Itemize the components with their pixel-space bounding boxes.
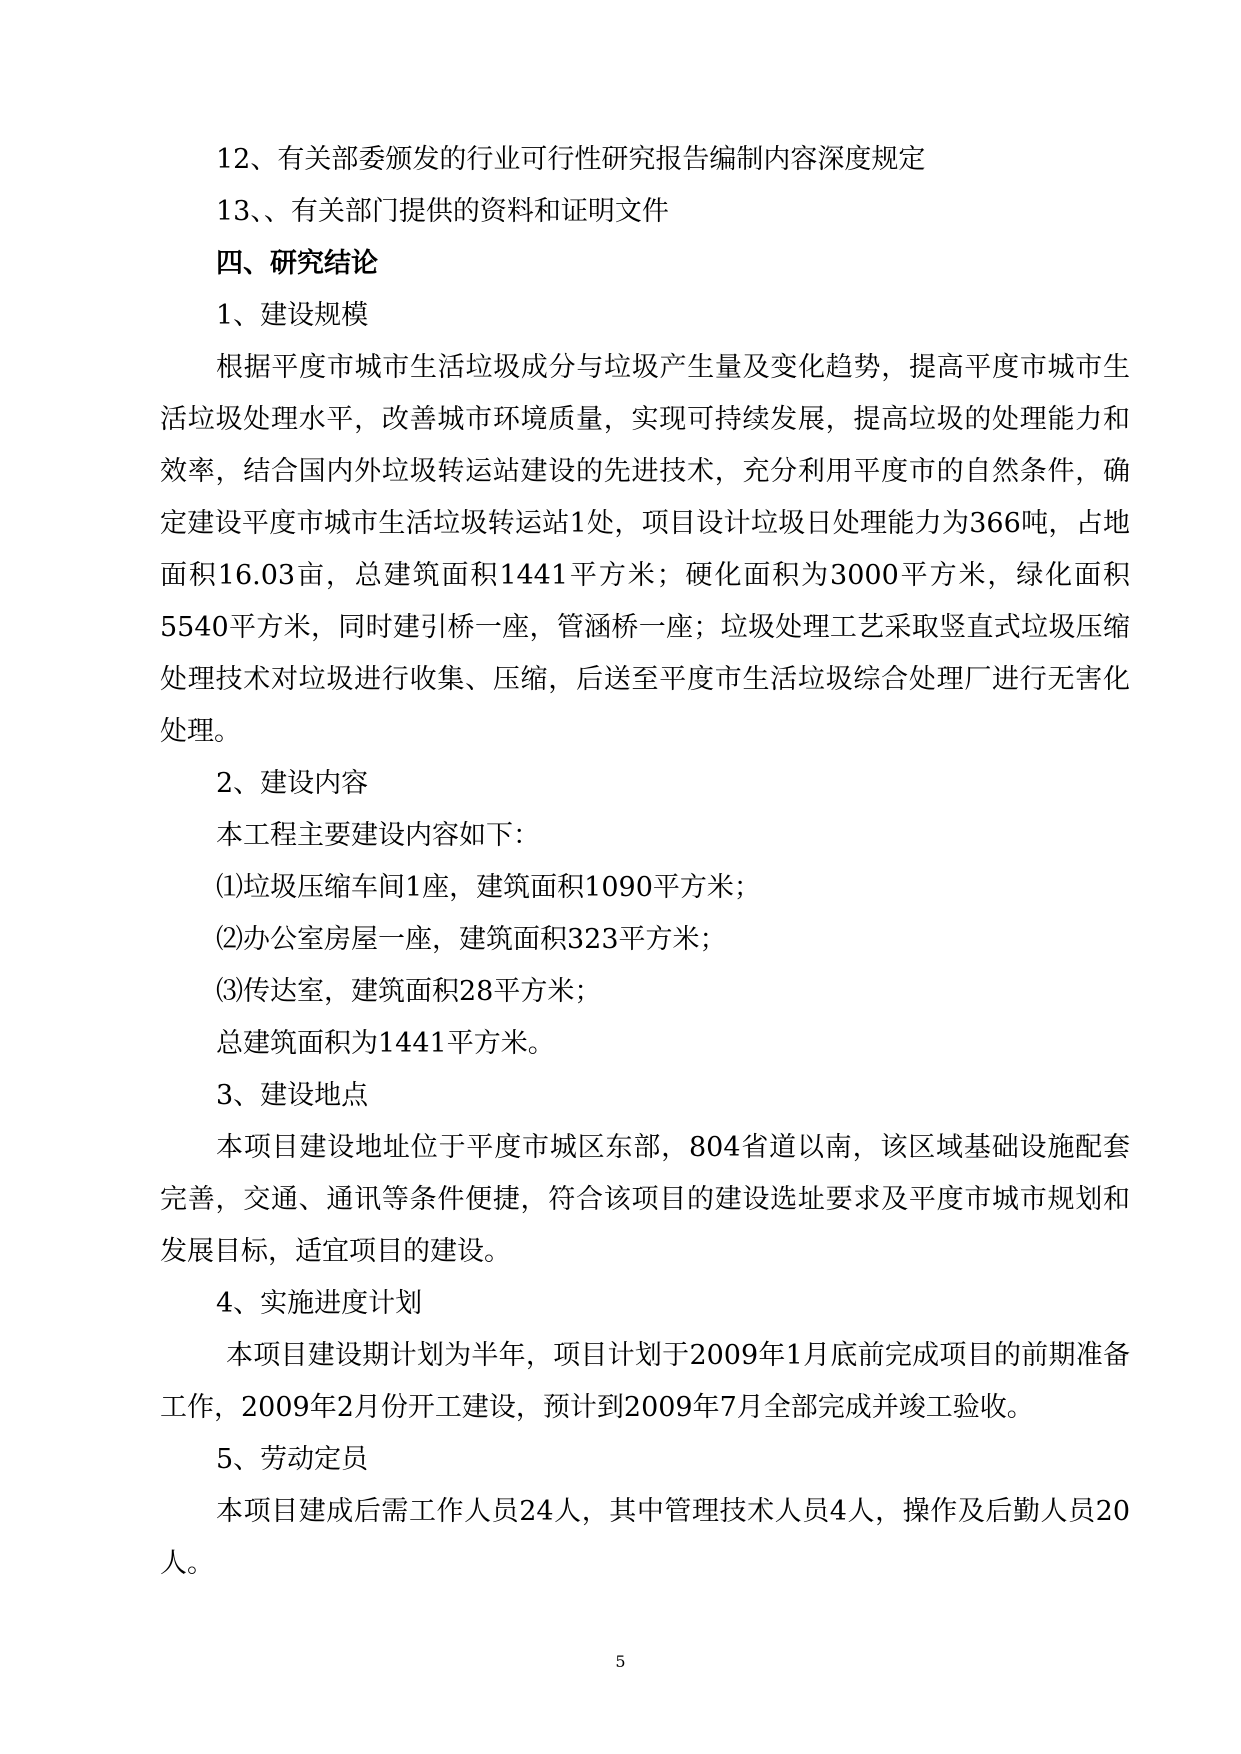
content-item-1: ⑴垃圾压缩车间1座，建筑面积1090平方米； xyxy=(216,872,761,903)
paragraph-location: 本项目建设地址位于平度市城区东部，804省道以南，该区域基础设施配套完善，交通、通讯等条件便捷，符合该项目的建设选址要求及平度市城市规划和发展目标，适宜项目的建设。 xyxy=(160,1132,1130,1267)
content-total: 总建筑面积为1441平方米。 xyxy=(216,1028,555,1059)
paragraph-staffing: 本项目建成后需工作人员24人，其中管理技术人员4人，操作及后勤人员20人。 xyxy=(160,1496,1130,1579)
list-item-12: 12、有关部委颁发的行业可行性研究报告编制内容深度规定 xyxy=(216,144,926,175)
content-item-3: ⑶传达室，建筑面积28平方米； xyxy=(216,976,602,1007)
paragraph-schedule: 本项目建设期计划为半年，项目计划于2009年1月底前完成项目的前期准备工作，2009年2月份开工建设，预计到2009年7月全部完成并竣工验收。 xyxy=(160,1340,1130,1423)
subheading-scale: 1、建设规模 xyxy=(216,300,369,331)
subheading-schedule: 4、实施进度计划 xyxy=(216,1288,423,1319)
content-item-2: ⑵办公室房屋一座，建筑面积323平方米； xyxy=(216,924,727,955)
subheading-staffing: 5、劳动定员 xyxy=(216,1444,369,1475)
content-intro: 本工程主要建设内容如下： xyxy=(216,820,540,851)
page-number: 5 xyxy=(615,1652,626,1671)
list-item-13: 13、、有关部门提供的资料和证明文件 xyxy=(216,196,669,227)
section-heading: 四、研究结论 xyxy=(216,248,378,279)
subheading-location: 3、建设地点 xyxy=(216,1080,369,1111)
subheading-content: 2、建设内容 xyxy=(216,768,369,799)
page-content xyxy=(160,134,1130,1590)
paragraph-scale: 根据平度市城市生活垃圾成分与垃圾产生量及变化趋势，提高平度市城市生活垃圾处理水平，改善城市环境质量，实现可持续发展，提高垃圾的处理能力和效率，结合国内外垃圾转运站建设的先进技术，充分利用平度市的自然条件，确定建设平度市城市生活垃圾转运站1处，项目设计垃圾日处理能力为366吨，占地面积16.03亩，总建筑面积1441平方米；硬化面积为3000平方米，绿化面积5540平方米，同时建引桥一座，管涵桥一座；垃圾处理工艺采取竖直式垃圾压缩处理技术对垃圾进行收集、压缩，后送至平度市生活垃圾综合处理厂进行无害化处理。 xyxy=(160,352,1130,747)
